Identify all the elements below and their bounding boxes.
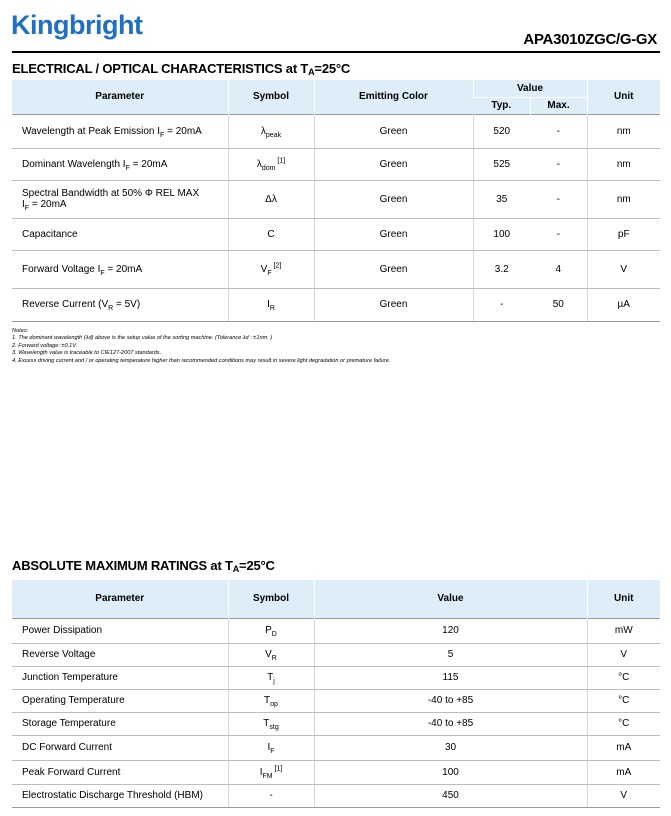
param-subscript: F	[24, 205, 30, 212]
symbol-cell	[228, 218, 314, 250]
unit-cell: nm	[587, 148, 660, 180]
symbol-footnote: [1]	[272, 765, 283, 773]
value-cell: -40 to +85	[314, 712, 587, 735]
param-text: Spectral Bandwidth at 50% Φ REL MAX	[22, 188, 200, 199]
color-cell: Green	[314, 250, 473, 288]
param-cell	[12, 180, 228, 218]
symbol-cell	[228, 148, 314, 180]
param-cell	[12, 218, 228, 250]
symbol-cell	[228, 618, 314, 643]
param-text: I	[22, 199, 25, 210]
param-subscript: F	[100, 269, 105, 277]
max-cell: -	[530, 148, 587, 180]
symbol-text: λ	[260, 125, 266, 137]
eoc-col-symbol: Symbol	[228, 80, 314, 114]
value-cell: 450	[314, 784, 587, 807]
symbol-text: P	[265, 625, 272, 636]
symbol-cell	[228, 250, 314, 288]
header-rule	[12, 51, 660, 53]
eoc-col-unit: Unit	[587, 80, 660, 114]
symbol-subscript: dom	[261, 164, 276, 172]
symbol-text: -	[269, 790, 273, 801]
amr-col-unit: Unit	[587, 580, 660, 618]
symbol-subscript: stg	[269, 724, 279, 731]
typ-cell: -	[473, 288, 530, 321]
param-cell: Peak Forward Current	[12, 760, 228, 784]
unit-cell: V	[587, 784, 660, 807]
param-cell: Reverse Voltage	[12, 643, 228, 666]
max-cell: 4	[530, 250, 587, 288]
typ-cell: 100	[473, 218, 530, 250]
amr-row	[12, 618, 660, 643]
value-cell: 100	[314, 760, 587, 784]
value-cell: -40 to +85	[314, 689, 587, 712]
symbol-footnote: [2]	[271, 262, 282, 270]
color-cell: Green	[314, 218, 473, 250]
eoc-col-typ: Typ.	[473, 97, 530, 114]
color-cell: Green	[314, 180, 473, 218]
color-cell: Green	[314, 114, 473, 148]
param-text: Dominant Wavelength I	[22, 158, 126, 170]
kingbright-logo: Kingbright	[11, 10, 143, 40]
unit-cell: V	[587, 643, 660, 666]
symbol-cell	[228, 180, 314, 218]
value-cell: 30	[314, 735, 587, 760]
note-line: 2. Forward voltage: ±0.1V.	[12, 342, 78, 349]
param-text: Capacitance	[22, 228, 78, 240]
symbol-cell	[228, 643, 314, 666]
param-cell	[12, 288, 228, 321]
amr-row	[12, 712, 660, 735]
amr-row	[12, 760, 660, 784]
eoc-col-value: Value	[473, 80, 587, 97]
max-cell: -	[530, 114, 587, 148]
param-text: = 5V)	[113, 299, 141, 310]
amr-heading: ABSOLUTE MAXIMUM RATINGS at $T_A=25^\circ C$	[12, 558, 275, 574]
note-line: 4. Excess driving current and / or operating temperature higher than recommended conditions may result in severe light degradation or premature failure.	[12, 357, 391, 364]
symbol-subscript: D	[271, 631, 277, 638]
symbol-text: V	[265, 649, 272, 660]
amr-col-symbol: Symbol	[228, 580, 314, 618]
symbol-cell	[228, 114, 314, 148]
notes-title: Notes:	[12, 328, 29, 334]
typ-cell: 520	[473, 114, 530, 148]
symbol-subscript: F	[270, 748, 275, 755]
param-cell: Operating Temperature	[12, 689, 228, 712]
max-cell: -	[530, 180, 587, 218]
param-subscript: F	[160, 131, 165, 139]
symbol-footnote: [1]	[275, 157, 286, 165]
symbol-text: λ	[256, 158, 262, 170]
eoc-row	[12, 180, 660, 218]
note-line: 3. Wavelength value is traceable to CIE127-2007 standards.	[12, 350, 162, 357]
unit-cell: °C	[587, 712, 660, 735]
amr-row	[12, 784, 660, 807]
eoc-col-max: Max.	[530, 97, 587, 114]
max-cell: -	[530, 218, 587, 250]
symbol-text: I	[267, 299, 270, 310]
symbol-subscript: op	[270, 701, 278, 708]
param-cell	[12, 114, 228, 148]
color-cell: Green	[314, 288, 473, 321]
eoc-col-color: Emitting Color	[314, 80, 473, 114]
unit-cell: mA	[587, 760, 660, 784]
param-text: Wavelength at Peak Emission I	[22, 125, 161, 137]
unit-cell: nm	[587, 180, 660, 218]
symbol-text: I	[259, 766, 263, 778]
symbol-text: C	[267, 228, 275, 240]
eoc-row	[12, 218, 660, 250]
symbol-cell	[228, 666, 314, 689]
param-cell: Power Dissipation	[12, 618, 228, 643]
symbol-subscript: R	[269, 305, 275, 312]
eoc-heading: ELECTRICAL / OPTICAL CHARACTERISTICS at $T_A=25^\circ C$	[12, 61, 351, 77]
param-cell: Storage Temperature	[12, 712, 228, 735]
symbol-text: Δλ	[265, 193, 277, 205]
value-cell: 115	[314, 666, 587, 689]
symbol-subscript: peak	[265, 131, 282, 139]
symbol-subscript: FM	[262, 772, 273, 780]
symbol-subscript: j	[273, 678, 275, 685]
symbol-text: T	[267, 672, 274, 683]
symbol-subscript: R	[271, 655, 277, 662]
param-text: = 20mA	[104, 263, 143, 275]
param-subscript: F	[125, 164, 130, 172]
param-text: = 20mA	[164, 125, 202, 137]
typ-cell: 525	[473, 148, 530, 180]
param-subscript: R	[108, 305, 114, 312]
param-cell: Electrostatic Discharge Threshold (HBM)	[12, 784, 228, 807]
param-cell: Junction Temperature	[12, 666, 228, 689]
symbol-text: T	[264, 695, 271, 706]
symbol-subscript: F	[267, 269, 272, 277]
value-cell: 5	[314, 643, 587, 666]
unit-cell: nm	[587, 114, 660, 148]
param-cell: DC Forward Current	[12, 735, 228, 760]
amr-row	[12, 735, 660, 760]
symbol-text: V	[260, 263, 268, 275]
notes	[12, 328, 390, 365]
symbol-cell	[228, 288, 314, 321]
symbol-cell	[228, 760, 314, 784]
symbol-cell	[228, 735, 314, 760]
eoc-row	[12, 114, 660, 148]
amr-row	[12, 689, 660, 712]
unit-cell: mW	[587, 618, 660, 643]
symbol-cell	[228, 712, 314, 735]
max-cell: 50	[530, 288, 587, 321]
param-cell	[12, 250, 228, 288]
param-text: = 20mA	[129, 158, 168, 170]
unit-cell: mA	[587, 735, 660, 760]
eoc-row	[12, 250, 660, 288]
part-number: APA3010ZGC/G-GX	[523, 31, 657, 48]
unit-cell: °C	[587, 666, 660, 689]
unit-cell: V	[587, 250, 660, 288]
value-cell: 120	[314, 618, 587, 643]
amr-row	[12, 666, 660, 689]
eoc-row	[12, 148, 660, 180]
symbol-text: T	[263, 718, 270, 729]
note-line: 1. The dominant wavelength (λd) above is the setup value of the sorting machine. (Tolerance λd : ±1nm. )	[12, 335, 273, 342]
typ-cell: 3.2	[473, 250, 530, 288]
amr-table	[12, 580, 660, 808]
unit-cell: °C	[587, 689, 660, 712]
unit-cell: pF	[587, 218, 660, 250]
amr-col-parameter: Parameter	[12, 580, 228, 618]
amr-row	[12, 643, 660, 666]
amr-col-value: Value	[314, 580, 587, 618]
param-text: Forward Voltage I	[22, 263, 101, 275]
eoc-row	[12, 288, 660, 321]
symbol-cell	[228, 689, 314, 712]
param-text: = 20mA	[29, 199, 67, 210]
eoc-col-parameter: Parameter	[12, 80, 228, 114]
color-cell: Green	[314, 148, 473, 180]
eoc-table	[12, 80, 660, 322]
param-cell	[12, 148, 228, 180]
typ-cell: 35	[473, 180, 530, 218]
symbol-cell	[228, 784, 314, 807]
param-text: Reverse Current (V	[22, 299, 109, 310]
unit-cell: µA	[587, 288, 660, 321]
symbol-text: I	[267, 742, 271, 753]
